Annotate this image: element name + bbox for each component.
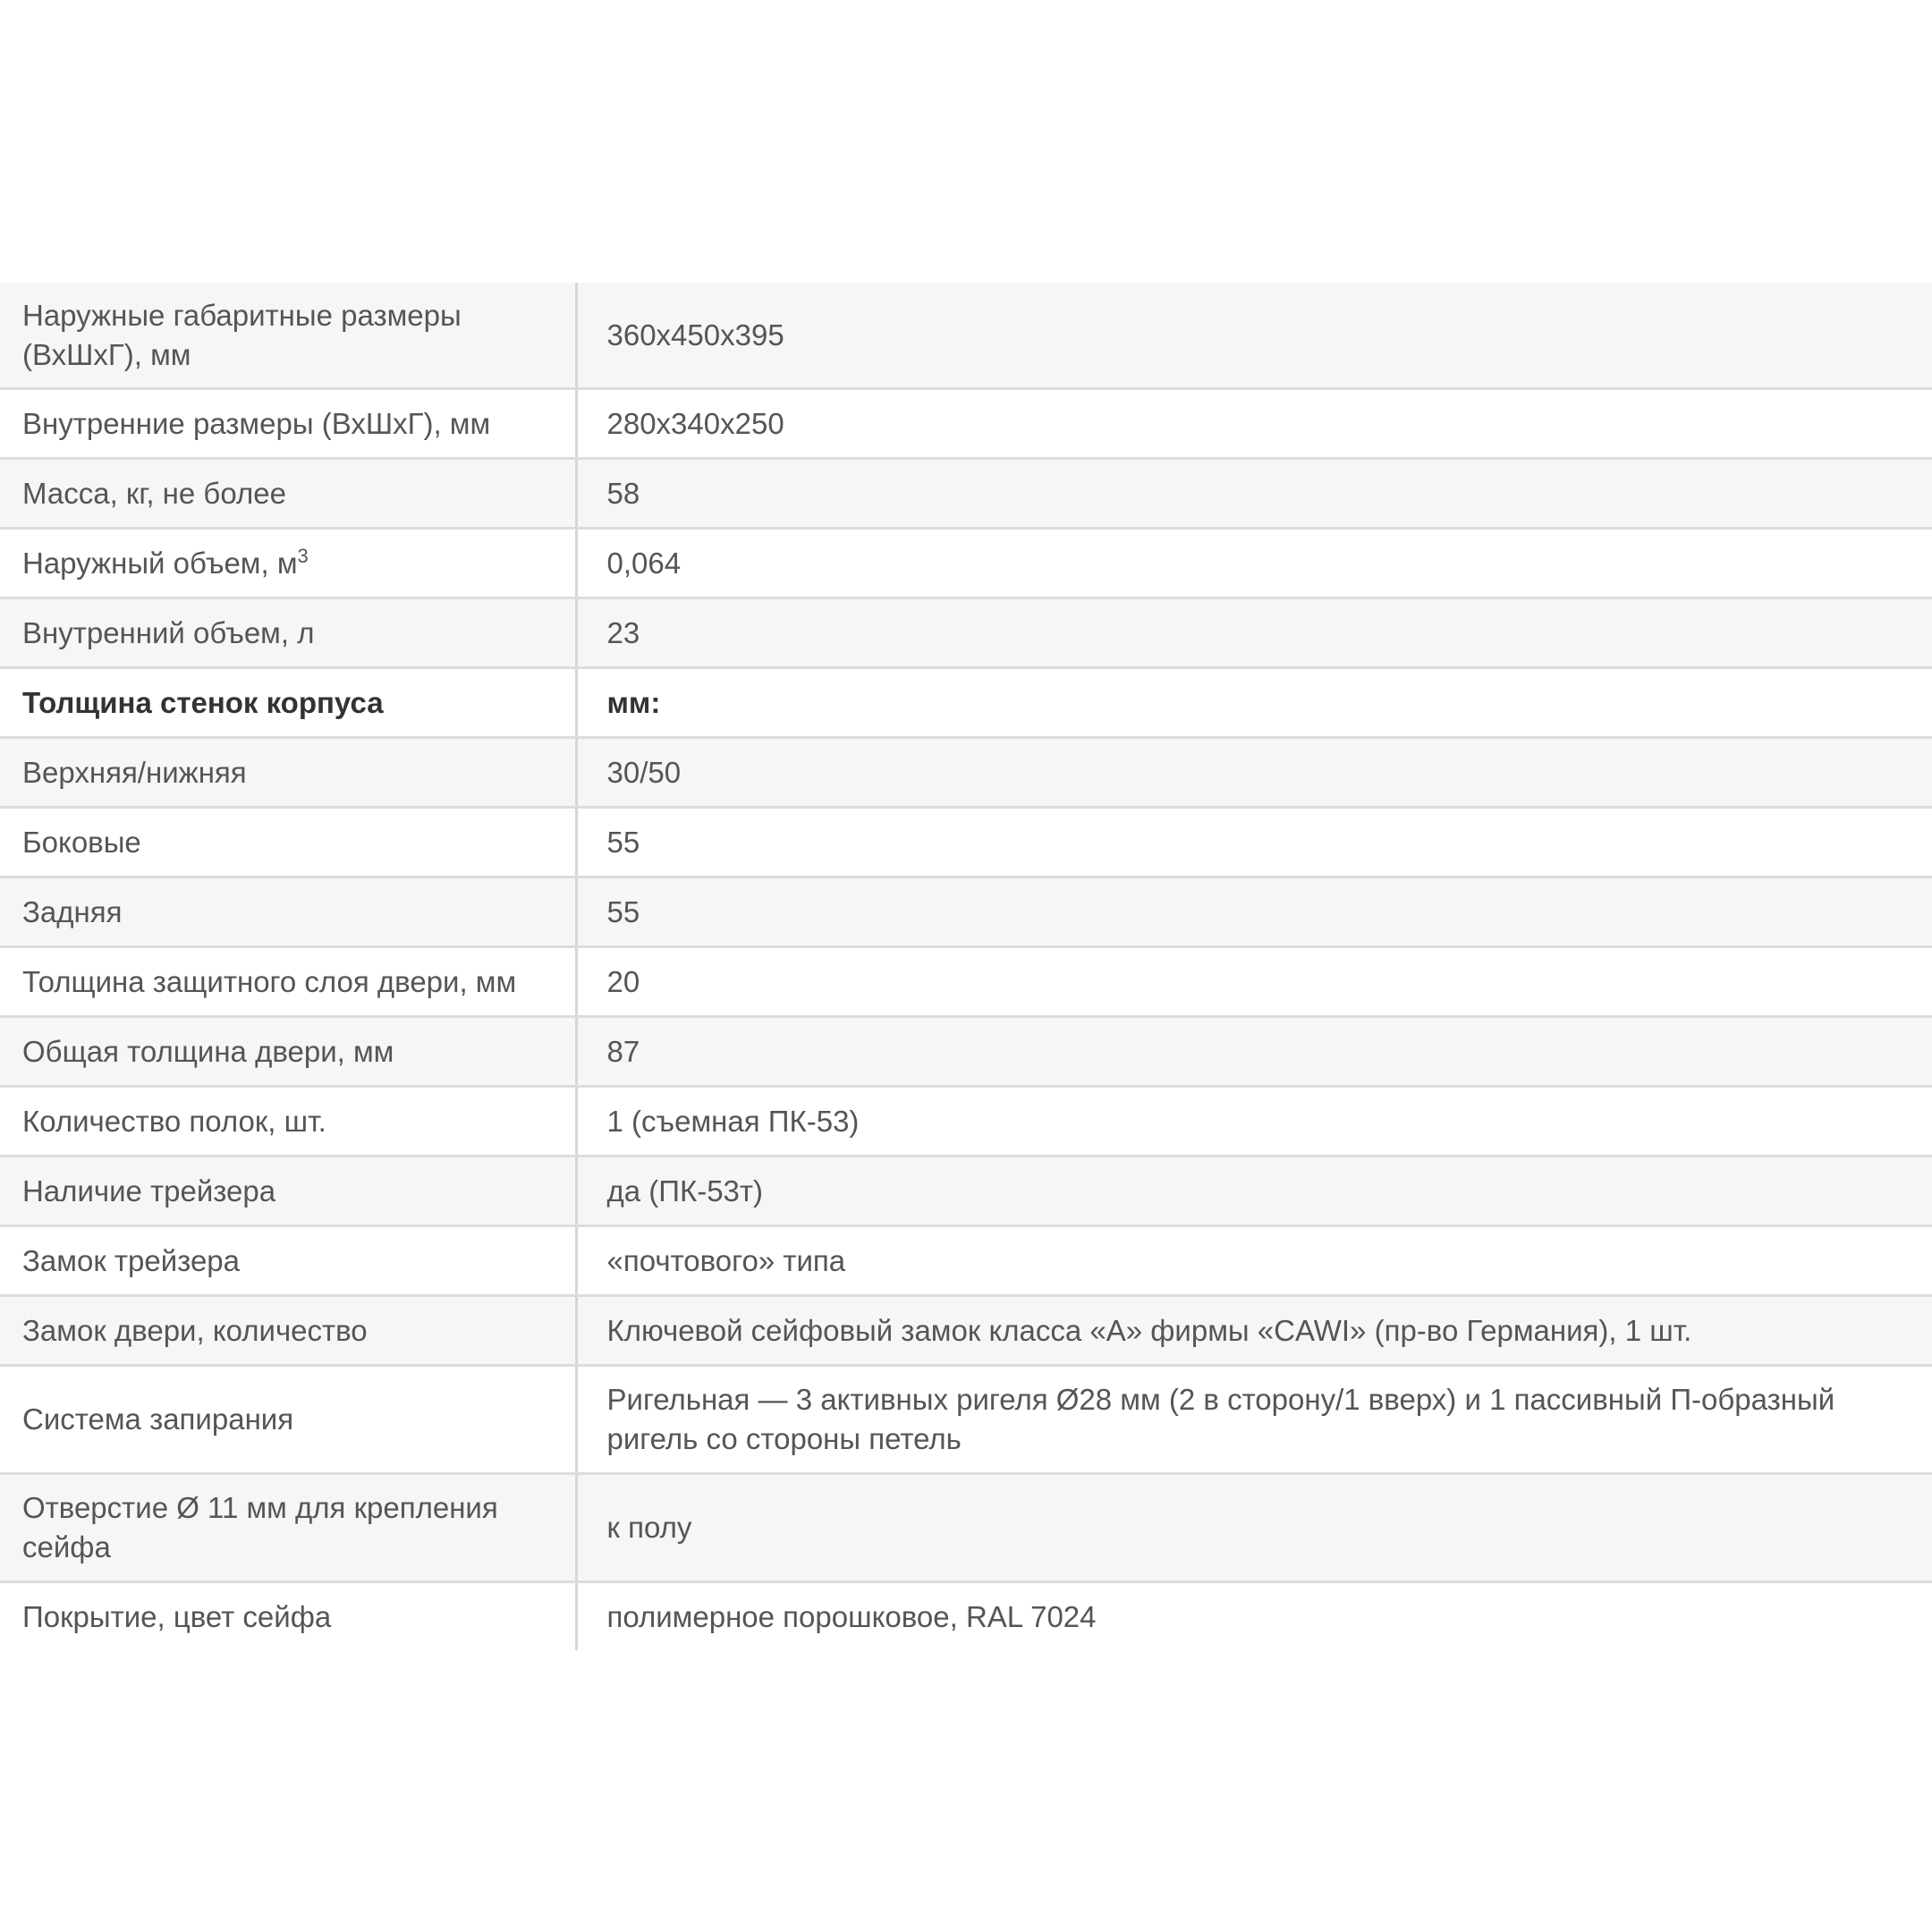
table-row (0, 389, 1932, 459)
table-row (0, 1296, 1932, 1366)
row-value: 30/50 (576, 738, 1932, 808)
row-value: к полу (576, 1474, 1932, 1582)
row-label: Покрытие, цвет сейфа (0, 1582, 576, 1651)
row-value: 55 (576, 877, 1932, 947)
table-row (0, 598, 1932, 668)
row-label: Количество полок, шт. (0, 1087, 576, 1157)
row-label: Наружные габаритные размеры (ВхШхГ), мм (0, 283, 576, 389)
specifications-table (0, 283, 1932, 1650)
row-label: Толщина стенок корпуса (0, 668, 576, 738)
table-row (0, 877, 1932, 947)
row-label: Замок двери, количество (0, 1296, 576, 1366)
table-row (0, 1157, 1932, 1226)
row-value: 87 (576, 1017, 1932, 1087)
table-row (0, 1582, 1932, 1651)
table-row (0, 1226, 1932, 1296)
row-label (0, 529, 576, 598)
table-row (0, 1017, 1932, 1087)
row-label: Масса, кг, не более (0, 459, 576, 529)
table-row (0, 1366, 1932, 1474)
row-value: 280х340х250 (576, 389, 1932, 459)
row-value: 23 (576, 598, 1932, 668)
table-row (0, 283, 1932, 389)
row-value: Ключевой сейфовый замок класса «А» фирмы «CAWI» (пр-во Германия), 1 шт. (576, 1296, 1932, 1366)
row-value: мм: (576, 668, 1932, 738)
row-value: Ригельная — 3 активных ригеля Ø28 мм (2 в сторону/1 вверх) и 1 пассивный П-образный ригель со стороны петель (576, 1366, 1932, 1474)
row-label-text: Наружный объем, м (22, 546, 298, 580)
row-value: «почтового» типа (576, 1226, 1932, 1296)
row-label: Общая толщина двери, мм (0, 1017, 576, 1087)
table-row-section-header (0, 668, 1932, 738)
row-value: 58 (576, 459, 1932, 529)
table-row (0, 738, 1932, 808)
row-value: 360х450х395 (576, 283, 1932, 389)
table-row (0, 808, 1932, 877)
table-row (0, 947, 1932, 1017)
row-label: Боковые (0, 808, 576, 877)
row-label: Отверстие Ø 11 мм для крепления сейфа (0, 1474, 576, 1582)
table-row (0, 459, 1932, 529)
row-label: Толщина защитного слоя двери, мм (0, 947, 576, 1017)
row-value: 55 (576, 808, 1932, 877)
row-value: 0,064 (576, 529, 1932, 598)
row-label: Верхняя/нижняя (0, 738, 576, 808)
row-label: Наличие трейзера (0, 1157, 576, 1226)
row-value: да (ПК-53т) (576, 1157, 1932, 1226)
row-label: Замок трейзера (0, 1226, 576, 1296)
row-value: 1 (съемная ПК-53) (576, 1087, 1932, 1157)
table-row (0, 1474, 1932, 1582)
row-label: Система запирания (0, 1366, 576, 1474)
row-label: Внутренний объем, л (0, 598, 576, 668)
row-value: полимерное порошковое, RAL 7024 (576, 1582, 1932, 1651)
row-label: Внутренние размеры (ВхШхГ), мм (0, 389, 576, 459)
superscript: 3 (297, 544, 309, 567)
table-row (0, 529, 1932, 598)
table-row (0, 1087, 1932, 1157)
row-value: 20 (576, 947, 1932, 1017)
row-label: Задняя (0, 877, 576, 947)
